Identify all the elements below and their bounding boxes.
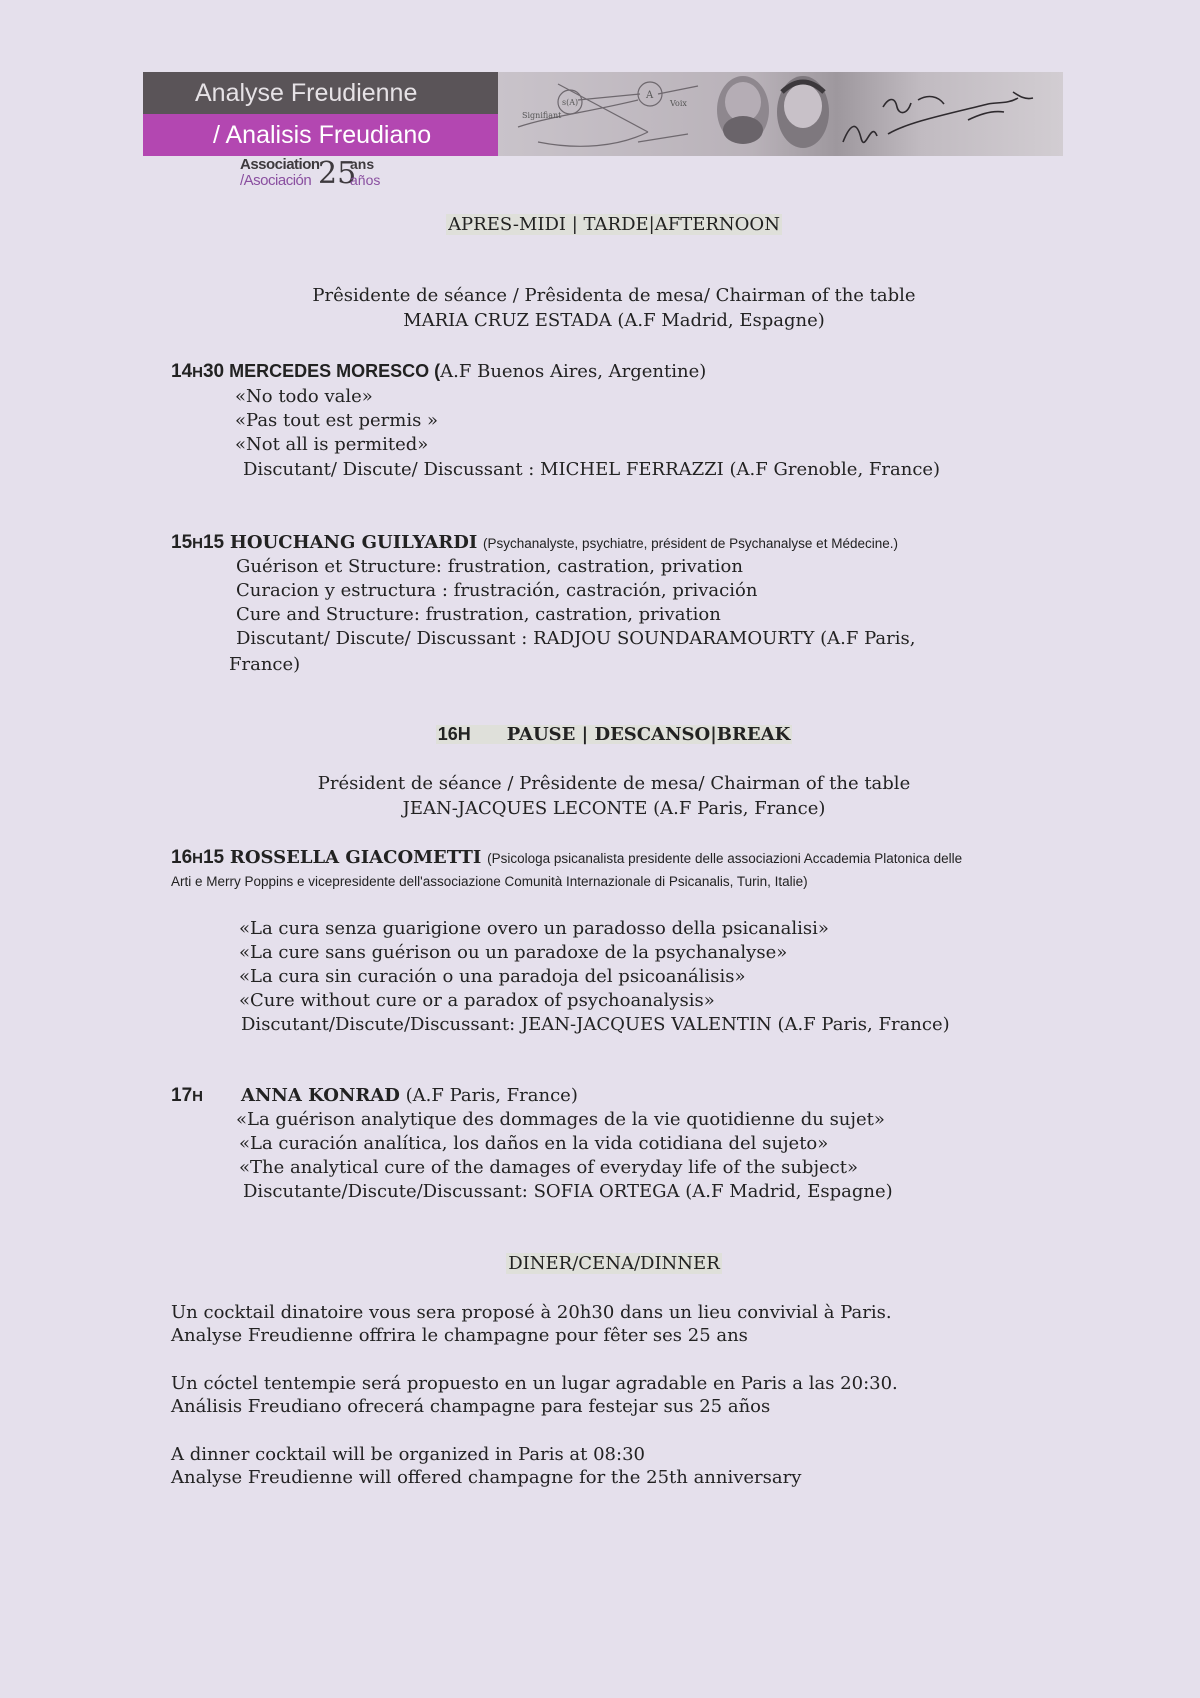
section-title-wrap bbox=[0, 214, 1200, 235]
dinner-fr-line1: Un cocktail dinatoire vous sera proposé à 20h30 dans un lieu convivial à Paris. bbox=[171, 1302, 892, 1323]
talk2-header bbox=[171, 532, 898, 554]
talk2-disc-label: Discutant/ Discute/ Discussant : bbox=[236, 628, 534, 649]
diagram-label-signifiant: Signifiant bbox=[522, 111, 562, 120]
talk4-disc-affil: (A.F Madrid, Espagne) bbox=[679, 1181, 893, 1202]
talk1-discussant bbox=[243, 459, 940, 480]
talk4-time bbox=[171, 1085, 203, 1106]
talk2-title-fr: Guérison et Structure: frustration, castration, privation bbox=[236, 556, 743, 577]
talk1-title-en: «Not all is permited» bbox=[235, 434, 429, 455]
talk1-speaker: MERCEDES MORESCO ( bbox=[224, 361, 441, 381]
dinner-title-wrap bbox=[0, 1253, 1200, 1274]
banner-title-block bbox=[143, 72, 498, 156]
talk3-time bbox=[171, 847, 224, 868]
assoc-label-es: /Asociación bbox=[240, 172, 312, 189]
talk3-header bbox=[171, 847, 962, 869]
dinner-title: DINER/CENA/DINNER bbox=[508, 1253, 720, 1274]
graph-of-desire-illustration bbox=[498, 72, 1063, 156]
portrait-freud-icon bbox=[717, 76, 769, 144]
talk2-disc-affil-cont: France) bbox=[229, 654, 301, 675]
banner-title-es: / Analisis Freudiano bbox=[143, 114, 498, 156]
chair2-label: Président de séance / Prêsidente de mesa/ Chairman of the table bbox=[317, 773, 911, 794]
talk3-time-sep: H bbox=[192, 850, 203, 867]
portrait-lacan-icon bbox=[777, 76, 829, 148]
talk2-affil: (Psychanalyste, psychiatre, président de Psychanalyse et Médecine.) bbox=[483, 536, 898, 551]
banner-title-fr: Analyse Freudienne bbox=[143, 72, 498, 114]
pause-wrap bbox=[0, 724, 1200, 745]
talk1-title-es: «No todo vale» bbox=[235, 386, 373, 407]
talk3-disc-label: Discutant/Discute/Discussant: bbox=[241, 1014, 521, 1035]
talk4-discussant bbox=[243, 1181, 893, 1202]
talk3-disc-affil: (A.F Paris, France) bbox=[771, 1014, 950, 1035]
talk2-speaker: HOUCHANG GUILYARDI bbox=[229, 532, 478, 553]
talk3-time-min: 15 bbox=[202, 847, 225, 868]
chair1-affil: (A.F Madrid, Espagne) bbox=[611, 310, 825, 331]
pause-label: PAUSE | DESCANSO|BREAK bbox=[506, 724, 791, 745]
talk4-disc-label: Discutante/Discute/Discussant: bbox=[243, 1181, 534, 1202]
talk3-title-fr: «La cure sans guérison ou un paradoxe de la psychanalyse» bbox=[239, 942, 788, 963]
handwriting-icon bbox=[843, 92, 1033, 142]
talk3-affil-line1: (Psicologa psicanalista presidente delle associazioni Accademia Platonica delle bbox=[487, 851, 963, 866]
talk3-affil-line2: Arti e Merry Poppins e vicepresidente dell'associazione Comunità Internazionale di Psicanalis, Turin, Italie) bbox=[171, 874, 808, 889]
talk1-disc-name: MICHEL FERRAZZI bbox=[540, 459, 724, 480]
chair2-affil: (A.F Paris, France) bbox=[647, 798, 826, 819]
chair1-label: Prêsidente de séance / Prêsidenta de mesa/ Chairman of the table bbox=[312, 285, 916, 306]
talk3-disc-name: JEAN-JACQUES VALENTIN bbox=[520, 1014, 772, 1035]
talk3-discussant bbox=[241, 1014, 950, 1035]
talk3-title-it: «La cura senza guarigione overo un paradosso della psicanalisi» bbox=[239, 918, 829, 939]
dinner-fr-line2: Analyse Freudienne offrira le champagne pour fêter ses 25 ans bbox=[171, 1325, 748, 1346]
talk4-title-en: «The analytical cure of the damages of everyday life of the subject» bbox=[239, 1157, 859, 1178]
assoc-anos: años bbox=[350, 172, 381, 188]
talk1-affil: A.F Buenos Aires, Argentine) bbox=[440, 361, 707, 382]
talk1-header bbox=[171, 361, 706, 383]
chair1-name: MARIA CRUZ ESTADA bbox=[403, 310, 612, 331]
chair2-name: JEAN-JACQUES LECONTE bbox=[402, 798, 648, 819]
talk1-title-fr: «Pas tout est permis » bbox=[235, 410, 439, 431]
talk2-discussant bbox=[236, 628, 915, 649]
diagram-label-voix: Voix bbox=[670, 99, 687, 108]
talk2-time-hour: 15 bbox=[171, 532, 193, 553]
talk1-disc-affil: (A.F Grenoble, France) bbox=[723, 459, 941, 480]
talk1-time-hour: 14 bbox=[171, 361, 193, 382]
chair1-line bbox=[0, 310, 1200, 331]
banner-image bbox=[498, 72, 1063, 156]
talk2-title-es: Curacion y estructura : frustración, castración, privación bbox=[236, 580, 758, 601]
dinner-es-line1: Un cóctel tentempie será propuesto en un lugar agradable en Paris a las 20:30. bbox=[171, 1373, 898, 1394]
talk2-disc-name: RADJOU SOUNDARAMOURTY bbox=[533, 628, 815, 649]
talk3-title-en: «Cure without cure or a paradox of psychoanalysis» bbox=[239, 990, 715, 1011]
diagram-label-a: A bbox=[646, 90, 654, 101]
talk3-speaker: ROSSELLA GIACOMETTI bbox=[229, 847, 482, 868]
talk1-time-sep: H bbox=[192, 364, 203, 381]
talk4-time-hour: 17 bbox=[171, 1085, 193, 1106]
talk2-time-sep: H bbox=[192, 535, 203, 552]
talk3-title-es: «La cura sin curación o una paradoja del psicoanálisis» bbox=[239, 966, 746, 987]
talk4-affil: (A.F Paris, France) bbox=[399, 1085, 578, 1106]
assoc-ans: ans bbox=[350, 156, 375, 172]
talk2-time bbox=[171, 532, 224, 553]
talk1-disc-label: Discutant/ Discute/ Discussant : bbox=[243, 459, 541, 480]
diagram-label-sa: s(A) bbox=[562, 98, 579, 107]
talk4-title-fr: «La guérison analytique des dommages de la vie quotidienne du sujet» bbox=[236, 1109, 885, 1130]
talk4-title-es: «La curación analítica, los daños en la vida cotidiana del sujeto» bbox=[239, 1133, 829, 1154]
pause-row bbox=[436, 725, 793, 744]
talk4-time-sep: H bbox=[192, 1088, 203, 1105]
dinner-en-line1: A dinner cocktail will be organized in Paris at 08:30 bbox=[171, 1444, 645, 1465]
talk1-time bbox=[171, 361, 224, 382]
assoc-label-fr: Association bbox=[240, 156, 320, 173]
dinner-es-line2: Análisis Freudiano ofrecerá champagne para festejar sus 25 años bbox=[171, 1396, 771, 1417]
assoc-years-number: 25 bbox=[318, 156, 357, 191]
talk4-disc-name: SOFIA ORTEGA bbox=[533, 1181, 680, 1202]
talk1-time-min: 30 bbox=[202, 361, 225, 382]
section-title: APRES-MIDI | TARDE|AFTERNOON bbox=[448, 214, 780, 235]
talk4-speaker: ANNA KONRAD bbox=[240, 1085, 400, 1106]
talk2-disc-affil: (A.F Paris, bbox=[814, 628, 916, 649]
chair2-line bbox=[0, 798, 1200, 819]
header-banner bbox=[143, 72, 1063, 156]
talk3-time-hour: 16 bbox=[171, 847, 193, 868]
pause-time: 16H bbox=[437, 724, 471, 744]
dinner-en-line2: Analyse Freudienne will offered champagne for the 25th anniversary bbox=[171, 1467, 802, 1488]
talk2-title-en: Cure and Structure: frustration, castration, privation bbox=[236, 604, 721, 625]
talk4-header bbox=[171, 1085, 578, 1107]
talk2-time-min: 15 bbox=[202, 532, 225, 553]
